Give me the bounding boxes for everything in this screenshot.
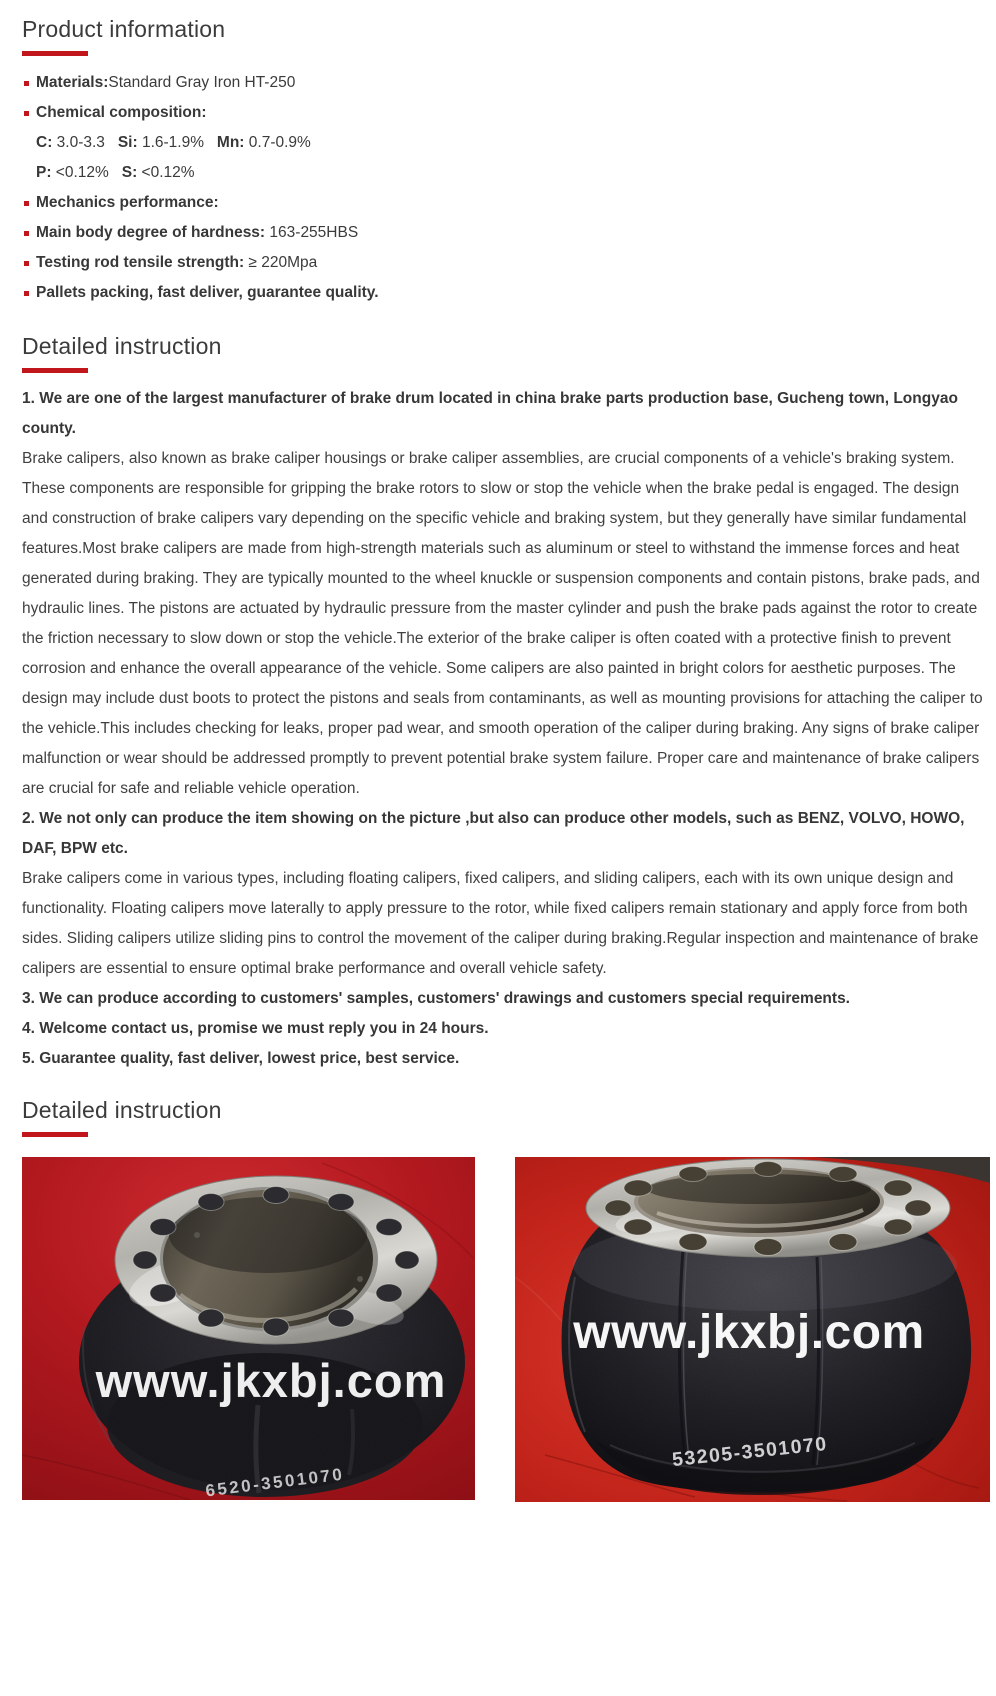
instruction-paragraph: Brake calipers, also known as brake caliper housings or brake caliper assemblies, are crucial components of a vehicle's braking system. These components are responsible for gripping the brake rotors to slow or stop the vehicle when the brake pedal is engaged. The design and construction of brake calipers vary depending on the specific vehicle and braking system, but they generally have similar fundamental features.Most brake calipers are made from high-strength materials such as aluminum or steel to withstand the immense forces and heat generated during braking. They are typically mounted to the wheel knuckle or suspension components and contain pistons, brake pads, and hydraulic lines. The pistons are actuated by hydraulic pressure from the master cylinder and push the brake pads against the rotor to create the friction necessary to slow down or stop the vehicle.The exterior of the brake caliper is often coated with a protective finish to prevent corrosion and enhance the overall appearance of the vehicle. Some calipers are also painted in bright colors for aesthetic purposes. The design may include dust boots to protect the pistons and seals from contaminants, as well as mounting provisions for attaching the caliper to the vehicle.This includes checking for leaks, proper pad wear, and smooth operation of the caliper during braking. Any signs of brake caliper malfunction or wear should be addressed promptly to prevent potential brake system failure. Proper care and maintenance of brake calipers are crucial for safe and reliable vehicle operation.: [22, 450, 983, 797]
title-underline: [22, 51, 88, 56]
bullet-spacer: [22, 158, 36, 163]
spec-row: [22, 68, 990, 98]
detailed-instruction-title-1: Detailed instruction: [22, 333, 222, 359]
spec-text: C: 3.0-3.3 Si: 1.6-1.9% Mn: 0.7-0.9%: [36, 134, 311, 151]
product-photo-brake-drum-right: [515, 1157, 990, 1502]
spec-text: P: <0.12% S: <0.12%: [36, 164, 195, 181]
instruction-paragraph: Brake calipers come in various types, including floating calipers, fixed calipers, and sliding calipers, each with its own unique design and functionality. Floating calipers move laterally to apply pressure to the rotor, while fixed calipers remain stationary and apply force from both sides. Sliding calipers utilize sliding pins to control the movement of the caliper during braking.Regular inspection and maintenance of brake calipers are essential to ensure optimal brake performance and overall vehicle safety.: [22, 870, 979, 977]
title-underline: [22, 1132, 88, 1137]
instruction-paragraph: 1. We are one of the largest manufacturer of brake drum located in china brake parts production base, Gucheng town, Longyao county.: [22, 390, 958, 437]
spec-text: Chemical composition:: [36, 104, 207, 121]
spec-text: Mechanics performance:: [36, 194, 219, 211]
bullet-icon: [24, 291, 29, 296]
spec-row: [22, 248, 990, 278]
part-number-text: 6520-3501070: [204, 1464, 346, 1500]
spec-list: [22, 68, 990, 308]
spec-row: [22, 98, 990, 128]
title-underline: [22, 368, 88, 373]
detailed-instruction-paragraphs: [22, 384, 988, 1074]
spec-text: Testing rod tensile strength: ≥ 220Mpa: [36, 254, 318, 271]
watermark-text: www.jkxbj.com: [95, 1354, 447, 1407]
product-photos-row: [22, 1157, 990, 1502]
spec-text: Materials:Standard Gray Iron HT-250: [36, 74, 296, 91]
bullet-icon: [24, 261, 29, 266]
detailed-instruction-title-2: Detailed instruction: [22, 1097, 222, 1123]
bullet-spacer: [22, 128, 36, 133]
spec-text: Pallets packing, fast deliver, guarantee quality.: [36, 284, 379, 301]
product-photo-brake-drum-left: [22, 1157, 475, 1500]
page-content: [22, 16, 990, 1502]
spec-row: [22, 188, 990, 218]
spec-row: [22, 278, 990, 308]
spec-text: Main body degree of hardness: 163-255HBS: [36, 224, 359, 241]
watermark-text: www.jkxbj.com: [573, 1306, 925, 1359]
spec-row: [22, 218, 990, 248]
instruction-paragraph: 2. We not only can produce the item showing on the picture ,but also can produce other models, such as BENZ, VOLVO, HOWO, DAF, BPW etc.: [22, 810, 965, 857]
bullet-icon: [24, 81, 29, 86]
product-information-title: Product information: [22, 16, 226, 42]
instruction-paragraph: 3. We can produce according to customers' samples, customers' drawings and customers special requirements.: [22, 990, 850, 1007]
part-number-text: 53205-3501070: [671, 1432, 829, 1472]
spec-row: [22, 128, 990, 158]
bullet-icon: [24, 201, 29, 206]
bullet-icon: [24, 111, 29, 116]
spec-row: [22, 158, 990, 188]
instruction-paragraph: 5. Guarantee quality, fast deliver, lowest price, best service.: [22, 1050, 460, 1067]
bullet-icon: [24, 231, 29, 236]
instruction-paragraph: 4. Welcome contact us, promise we must reply you in 24 hours.: [22, 1020, 489, 1037]
